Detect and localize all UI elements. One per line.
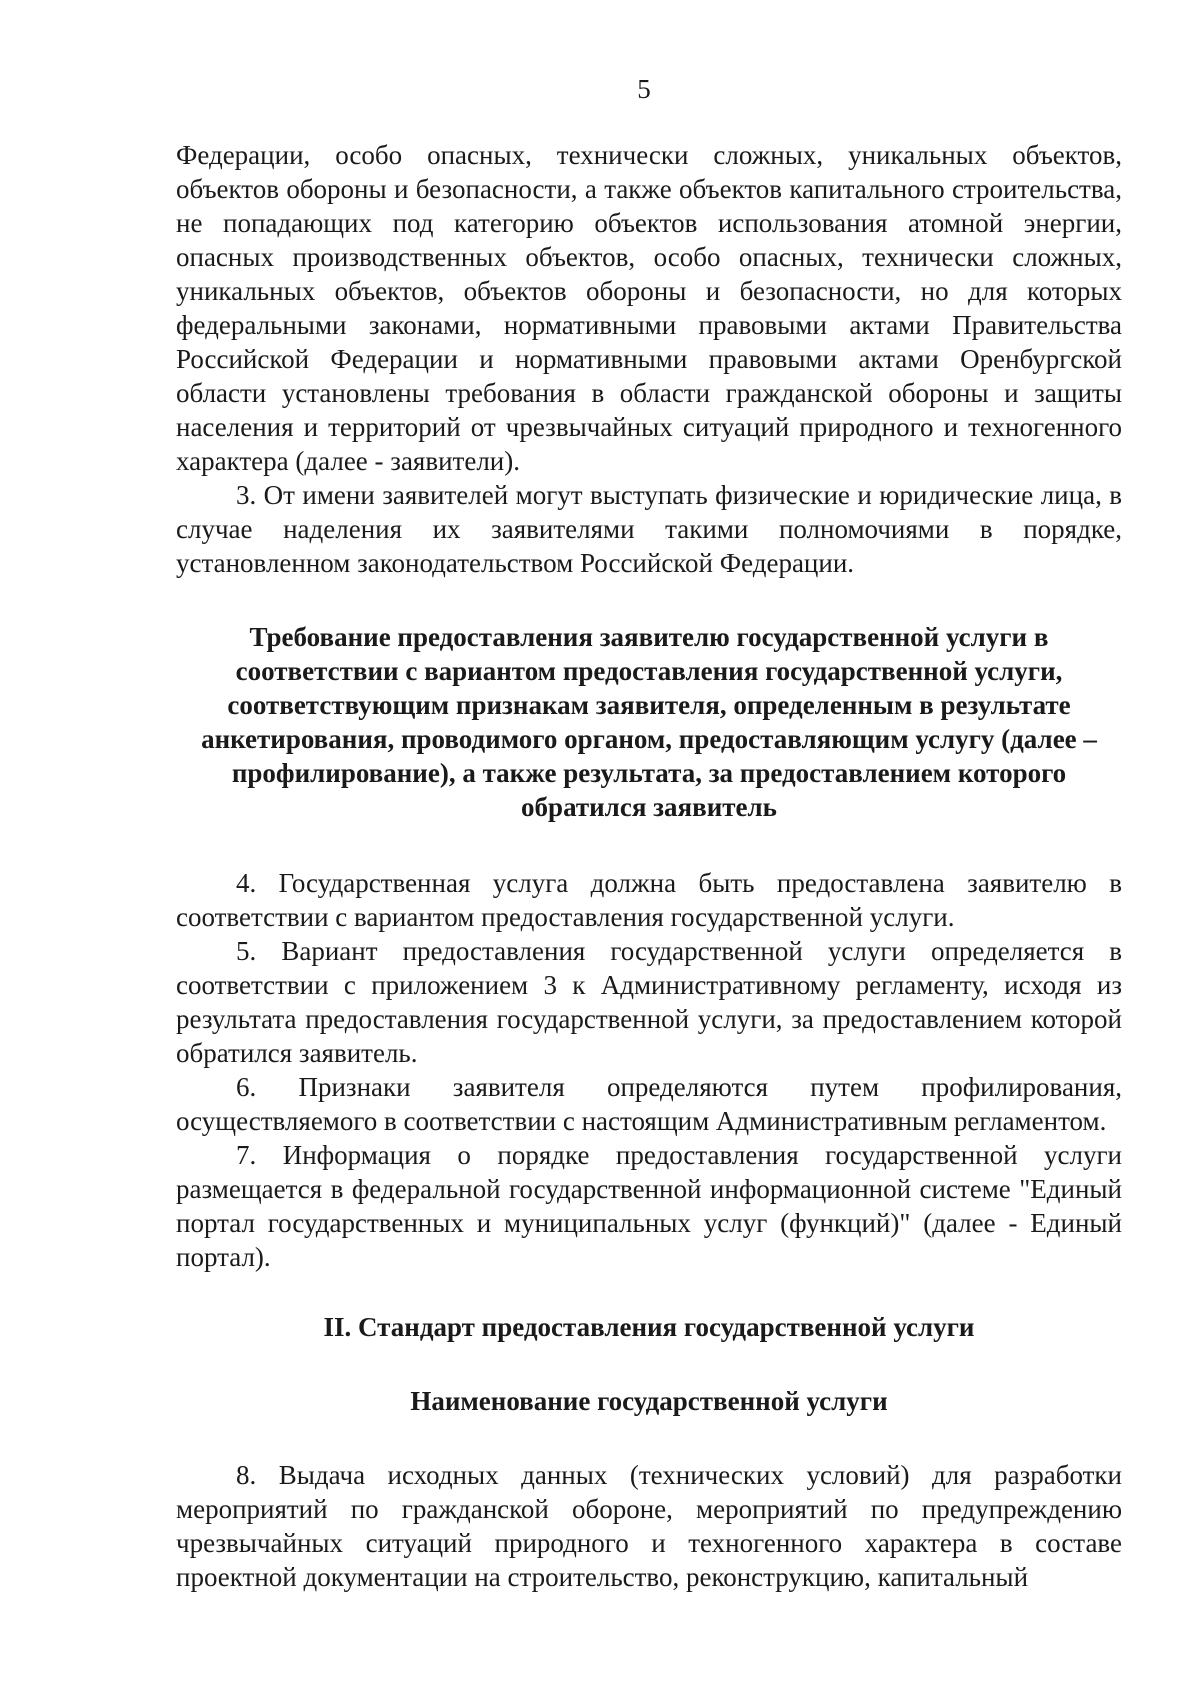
paragraph-continuation: Федерации, особо опасных, технически сложных, уникальных объектов, объектов обороны и безопасности, а также объектов капитального строительства, не попадающих под категорию объектов использования атомной энергии, опасных производственных объектов, особо опасных, технически сложных, уникальных объектов, объектов обороны и безопасности, но для которых федеральными законами, нормативными правовыми актами Правительства Российской Федерации и нормативными правовыми актами Оренбургской области установлены требования в области гражданской обороны и защиты населения и территорий от чрезвычайных ситуаций природного и техногенного характера (далее - заявители). — [176, 140, 1122, 476]
chapter-heading-standard: II. Стандарт предоставления государственной услуги — [323, 1312, 975, 1342]
paragraph-6: 6. Признаки заявителя определяются путем профилирования, осуществляемого в соответствии с настоящим Административным регламентом. — [176, 1072, 1122, 1136]
document-body — [176, 138, 1122, 1594]
paragraph-7: 7. Информация о порядке предоставления государственной услуги размещается в федеральной государственной информационной системе "Единый портал государственных и муниципальных услуг (функций)" (далее - Единый портал). — [176, 1140, 1122, 1272]
paragraph-4: 4. Государственная услуга должна быть предоставлена заявителю в соответствии с вариантом предоставления государственной услуги. — [176, 868, 1122, 932]
paragraph-5: 5. Вариант предоставления государственной услуги определяется в соответствии с приложением 3 к Административному регламенту, исходя из результата предоставления государственной услуги, за предоставлением которой обратился заявитель. — [176, 936, 1122, 1068]
section-heading-service-name: Наименование государственной услуги — [410, 1386, 888, 1416]
section-heading-requirement: Требование предоставления заявителю государственной услуги в соответствии с вариантом предоставления государственной услуги, соответствующим признакам заявителя, определенным в результате анкетирования, проводимого органом, предоставляющим услугу (далее – профилирование), а также результата, за предоставлением которого обратился заявитель — [201, 622, 1097, 822]
page-number: 5 — [637, 74, 651, 104]
paragraph-3: 3. От имени заявителей могут выступать физические и юридические лица, в случае наделения их заявителями такими полномочиями в порядке, установленном законодательством Российской Федерации. — [176, 480, 1122, 578]
paragraph-8: 8. Выдача исходных данных (технических условий) для разработки мероприятий по гражданской обороне, мероприятий по предупреждению чрезвычайных ситуаций природного и техногенного характера в составе проектной документации на строительство, реконструкцию, капитальный — [176, 1460, 1122, 1592]
